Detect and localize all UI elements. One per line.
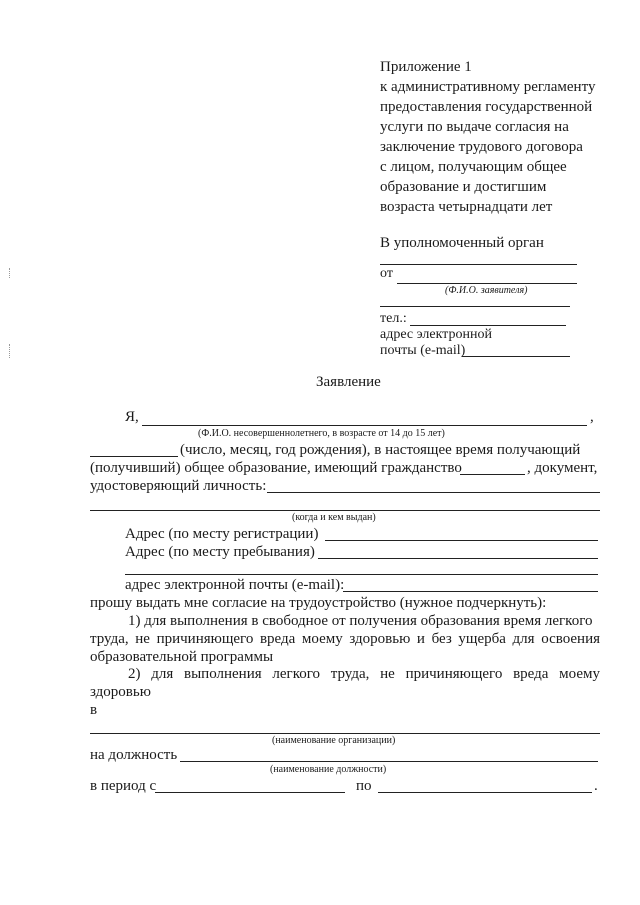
minor-name-field[interactable] xyxy=(142,425,587,426)
addressee-to: В уполномоченный орган xyxy=(380,235,544,251)
reg-address-label: Адрес (по месту регистрации) xyxy=(125,526,319,542)
doc-caption: (когда и кем выдан) xyxy=(292,512,376,523)
position-caption: (наименование должности) xyxy=(270,764,387,775)
appendix-line: возраста четырнадцати лет xyxy=(380,199,553,215)
stay-address-label: Адрес (по месту пребывания) xyxy=(125,544,315,560)
option-1-line-1[interactable]: 1) для выполнения в свободное от получения образования время легкого xyxy=(128,613,593,629)
body-line-1: (число, месяц, год рождения), в настоящее время получающий xyxy=(180,442,581,458)
period-from-label: в период с xyxy=(90,778,157,794)
birth-date-field[interactable] xyxy=(90,456,178,457)
identity-doc-field-2[interactable] xyxy=(90,510,600,511)
from-caption: (Ф.И.О. заявителя) xyxy=(445,285,528,296)
ya-label: Я, xyxy=(125,409,139,425)
appendix-line: образование и достигшим xyxy=(380,179,547,195)
stay-address-field[interactable] xyxy=(318,558,598,559)
scan-mark xyxy=(9,268,10,278)
body-line-3: удостоверяющий личность: xyxy=(90,478,267,494)
document-title: Заявление xyxy=(316,374,381,390)
comma: , xyxy=(590,409,594,425)
applicant-name-field[interactable] xyxy=(397,283,577,284)
position-field[interactable] xyxy=(180,761,598,762)
phone-label: тел.: xyxy=(380,311,407,326)
applicant-email-field[interactable] xyxy=(462,356,570,357)
option-2-line-2[interactable]: здоровью xyxy=(90,684,151,700)
authority-field[interactable] xyxy=(380,264,577,265)
option-1-line-2[interactable]: труда, не причиняющего вреда моему здоровью и без ущерба для освоения xyxy=(90,631,600,647)
organization-field[interactable] xyxy=(90,733,600,734)
period-end-dot: . xyxy=(594,778,598,794)
appendix-line: к административному регламенту xyxy=(380,79,596,95)
period-start-field[interactable] xyxy=(155,792,345,793)
appendix-line: услуги по выдаче согласия на xyxy=(380,119,569,135)
body-line-2b: , документ, xyxy=(527,460,598,476)
appendix-line: Приложение 1 xyxy=(380,59,472,75)
option-2-line-1[interactable]: 2) для выполнения легкого труда, не причиняющего вреда моему xyxy=(128,666,600,682)
email-label-1: адрес электронной xyxy=(380,327,492,342)
request-text: прошу выдать мне согласие на трудоустройство (нужное подчеркнуть): xyxy=(90,595,547,611)
reg-address-field[interactable] xyxy=(325,540,598,541)
minor-email-field[interactable] xyxy=(343,591,598,592)
in-label: в xyxy=(90,702,98,718)
appendix-line: предоставления государственной xyxy=(380,99,593,115)
body-line-2a: (получивший) общее образование, имеющий гражданство xyxy=(90,460,462,476)
appendix-line: с лицом, получающим общее xyxy=(380,159,567,175)
scan-mark xyxy=(9,344,10,358)
org-caption: (наименование организации) xyxy=(272,735,396,746)
appendix-line: заключение трудового договора xyxy=(380,139,583,155)
appendix-block xyxy=(380,57,620,217)
applicant-extra-field[interactable] xyxy=(380,306,570,307)
option-1-line-3[interactable]: образовательной программы xyxy=(90,649,274,665)
position-label: на должность xyxy=(90,747,178,763)
period-to-label: по xyxy=(356,778,372,794)
fio-caption: (Ф.И.О. несовершеннолетнего, в возрасте от 14 до 15 лет) xyxy=(198,428,445,439)
email-label: адрес электронной почты (e-mail): xyxy=(125,577,345,593)
email-label-2: почты (e-mail) xyxy=(380,343,466,358)
identity-doc-field[interactable] xyxy=(267,492,600,493)
from-label: от xyxy=(380,266,393,281)
citizenship-field[interactable] xyxy=(460,474,525,475)
period-end-field[interactable] xyxy=(378,792,592,793)
